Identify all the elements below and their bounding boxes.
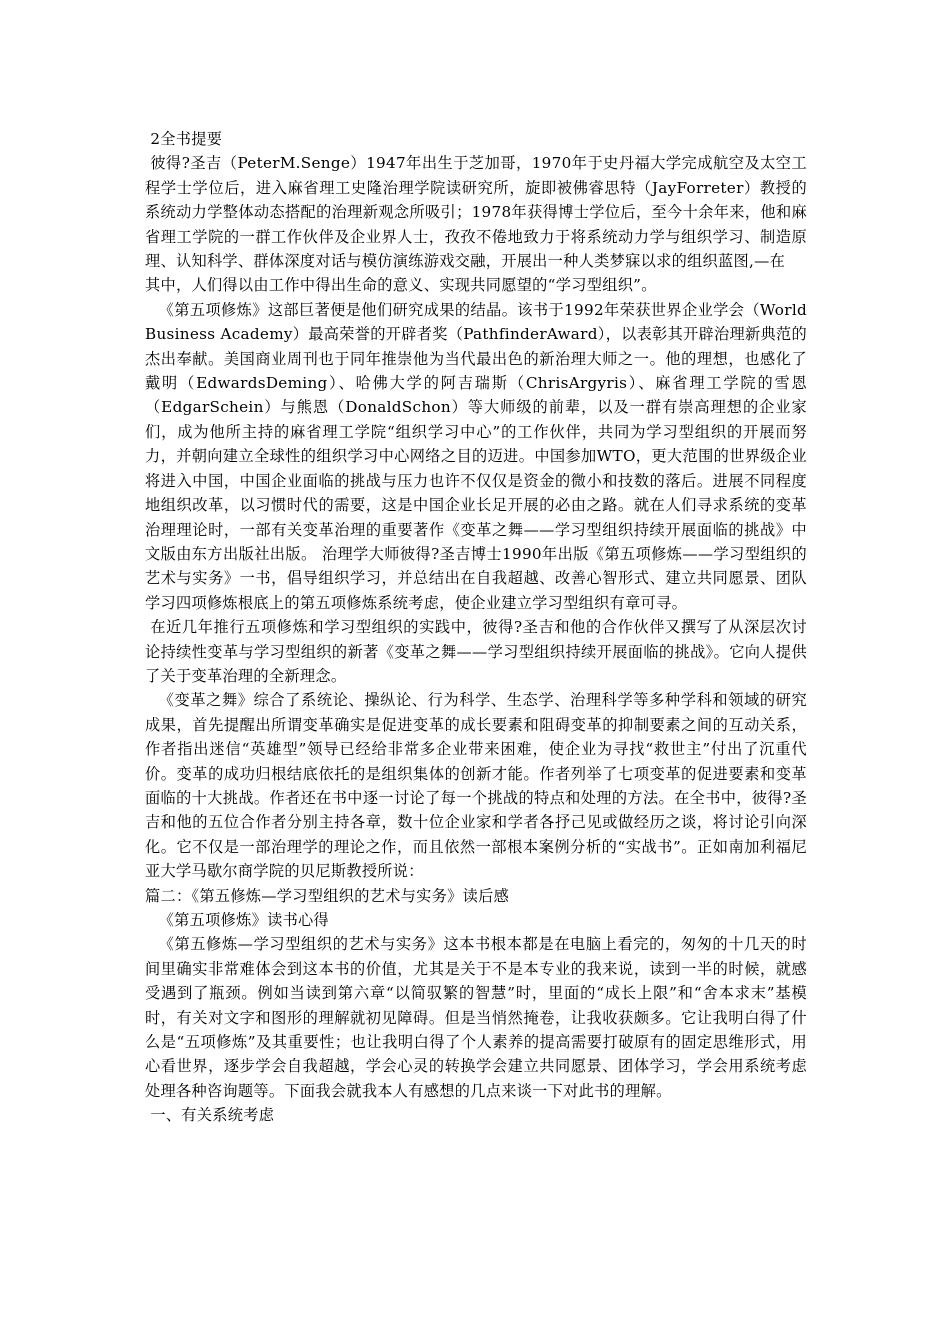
paragraph-dance-of-change: 在近几年推行五项修炼和学习型组织的实践中，彼得?圣吉和他的合作伙伴又撰写了从深层次讨论持续性变革与学习型组织的新著《变革之舞——学习型组织持续开展面临的挑战》。它向人提供了关于变革治理的全新理念。 xyxy=(145,618,807,685)
paragraph-dance-summary: 《变革之舞》综合了系统论、操纵论、行为科学、生态学、治理科学等多种学科和领域的研究成果，首先提醒出所谓变革确实是促进变革的成长要素和阻碍变革的抑制要素之间的互动关系，作者指出迷信“英雄型”领导已经给非常多企业带来困难，使企业为寻找“救世主”付出了沉重代价。变革的成功归根结底依托的是组织集体的创新才能。作者列举了七项变革的促进要素和变革面临的十大挑战。作者还在书中逐一讨论了每一个挑战的特点和处理的方法。在全书中，彼得?圣吉和他的五位合作者分别主持各章，数十位企业家和学者各抒己见或做经历之谈，将讨论引向深化。它不仅是一部治理学的理论之作，而且依然一部根本案例分析的“实战书”。正如南加利福尼亚大学马歇尔商学院的贝尼斯教授所说： xyxy=(145,691,807,881)
paragraph-reading-reflection: 《第五修炼—学习型组织的艺术与实务》这本书根本都是在电脑上看完的，匆匆的十几天的时间里确实非常难体会到这本书的价值，尤其是关于不是本专业的我来说，读到一半的时候，就感受遇到了瓶颈。例如当读到第六章“以简驭繁的智慧”时，里面的“成长上限”和“舍本求末”基模时，有关对文字和图形的理解就初见障碍。但是当悄然掩卷，让我收获颇多。它让我明白得了什么是“五项修炼”及其重要性；也让我明白得了个人素养的提高需要打破原有的固定思维形式，用心看世界，逐步学会自我超越，学会心灵的转换学会建立共同愿景、团体学习，学会用系统考虑处理各种咨询题等。下面我会就我本人有感想的几点来谈一下对此书的理解。 xyxy=(145,935,807,1100)
section-heading-part-two: 篇二：《第五修炼—学习型组织的艺术与实务》读后感 xyxy=(145,886,510,905)
paragraph-author-bio: 彼得?圣吉（PeterM.Senge）1947年出生于芝加哥，1970年于史丹福大学完成航空及太空工程学士学位后，进入麻省理工史隆治理学院读研究所，旋即被佛睿思特（JayForreter）教授的系统动力学整体动态搭配的治理新观念所吸引；1978年获得博士学位后，至今十余年来，他和麻省理工学院的一群工作伙伴及企业界人士，孜孜不倦地致力于将系统动力学与组织学习、制造原理、认知科学、群体深度对话与模仿演练游戏交融，开展出一种人类梦寐以求的组织蓝图,—在 xyxy=(145,154,807,271)
section-heading-systems-thinking: 一、有关系统考虑 xyxy=(150,1106,275,1125)
section-heading-summary: 2全书提要 xyxy=(150,130,223,148)
document-body xyxy=(145,127,807,1128)
paragraph-fifth-discipline: 《第五项修炼》这部巨著便是他们研究成果的结晶。该书于1992年荣获世界企业学会（World Business Academy）最高荣誉的开辟者奖（PathfinderAward），以表彰其开辟治理新典范的杰出奉献。美国商业周刊也于同年推崇他为当代最出色的新治理大师之一。他的理想，也感化了戴明（EdwardsDeming）、哈佛大学的阿吉瑞斯（ChrisArgyris）、麻省理工学院的雪恩（EdgarSchein）与熊恩（DonaldSchon）等大师级的前辈，以及一群有崇高理想的企业家们，成为他所主持的麻省理工学院“组织学习中心”的工作伙伴，共同为学习型组织的开展而努力，并朝向建立全球性的组织学习中心网络之目的迈进。中国参加WTO，更大范围的世界级企业将进入中国，中国企业面临的挑战与压力也许不仅仅是资金的微小和技数的落后。进展不同程度地组织改革，以习惯时代的需要，这是中国企业长足开展的必由之路。就在人们寻求系统的变革治理理论时，一部有关变革治理的重要著作《变革之舞——学习型组织持续开展面临的挑战》中文版由东方出版社出版。 治理学大师彼得?圣吉博士1990年出版《第五项修炼——学习型组织的艺术与实务》一书，倡导组织学习，并总结出在自我超越、改善心智形式、建立共同愿景、团队学习四项修炼根底上的第五项修炼系统考虑，使企业建立学习型组织有章可寻。 xyxy=(145,300,807,612)
paragraph-learning-org: 其中，人们得以由工作中得出生命的意义、实现共同愿望的“学习型组织”。 xyxy=(145,276,657,295)
subheading-reading-notes: 《第五项修炼》读书心得 xyxy=(158,911,330,929)
